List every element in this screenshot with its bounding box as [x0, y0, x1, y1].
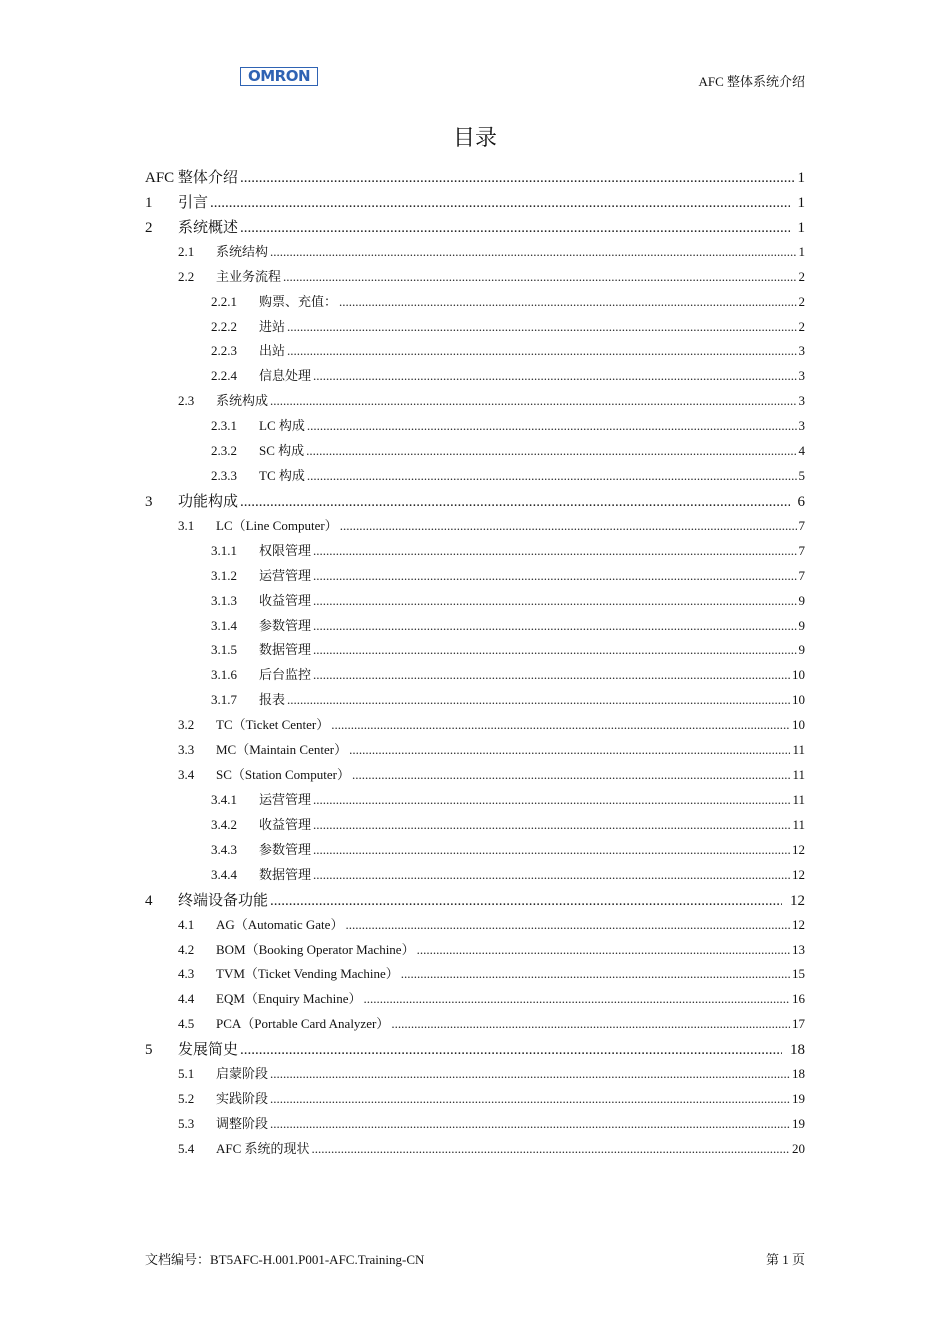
toc-entry[interactable] — [211, 639, 805, 658]
dot-leader — [283, 269, 796, 285]
toc-entry-number: 3.1.2 — [211, 567, 237, 583]
dot-leader — [313, 543, 796, 559]
toc-entry-page: 17 — [792, 1016, 805, 1032]
dot-leader — [417, 942, 790, 958]
toc-entry[interactable] — [145, 216, 805, 237]
toc-entry[interactable] — [211, 340, 805, 359]
toc-entry-label: 运营管理 — [259, 567, 312, 583]
toc-entry-label: 收益管理 — [259, 816, 312, 832]
dot-leader — [313, 867, 790, 883]
toc-entry-page: 18 — [792, 1066, 805, 1082]
toc-entry-number: 3.4.3 — [211, 841, 237, 857]
toc-entry-label: MC（Maintain Center） — [216, 742, 348, 758]
dot-leader — [270, 244, 796, 260]
toc-entry-label: 收益管理 — [259, 592, 312, 608]
toc-entry[interactable] — [211, 565, 805, 584]
toc-entry-label: AFC 系统的现状 — [216, 1140, 310, 1156]
toc-entry-label: 运营管理 — [259, 792, 312, 807]
toc-entry[interactable] — [178, 988, 805, 1007]
toc-entry-page: 3 — [798, 343, 805, 359]
toc-entry[interactable] — [178, 241, 805, 260]
toc-entry-label: BOM（Booking Operator Machine） — [216, 941, 415, 957]
dot-leader — [270, 893, 782, 910]
toc-entry-page: 3 — [798, 368, 805, 384]
toc-entry-number: 3.1.1 — [211, 542, 237, 558]
toc-entry-label: LC 构成 — [259, 418, 305, 434]
toc-entry[interactable] — [211, 689, 805, 708]
toc-entry[interactable] — [178, 1088, 805, 1107]
toc-entry[interactable] — [211, 814, 805, 833]
toc-entry[interactable] — [145, 889, 805, 910]
toc-entry-label: EQM（Enquiry Machine） — [216, 991, 362, 1007]
toc-entry[interactable] — [178, 914, 805, 933]
toc-entry-number: 2.2.1 — [211, 293, 237, 309]
dot-leader — [270, 393, 796, 409]
toc-entry-label: 启蒙阶段 — [216, 1066, 269, 1082]
toc-entry-page: 4 — [798, 443, 805, 459]
toc-entry-number: 2.3.3 — [211, 468, 237, 484]
toc-entry[interactable] — [211, 664, 805, 683]
dot-leader — [313, 593, 796, 609]
dot-leader — [312, 1141, 790, 1157]
toc-entry-page: 9 — [798, 642, 805, 658]
dot-leader — [307, 468, 797, 484]
toc-entry[interactable] — [211, 590, 805, 609]
toc-entry-label: 功能构成 — [178, 493, 239, 510]
toc-entry-number: 2.2.3 — [211, 343, 237, 359]
toc-entry[interactable] — [178, 266, 805, 285]
toc-entry-label: 数据管理 — [259, 866, 312, 882]
toc-entry-number: 3.1.6 — [211, 667, 237, 683]
toc-entry-number: 2.1 — [178, 243, 195, 259]
toc-entry-page: 2 — [798, 293, 805, 309]
dot-leader — [240, 220, 789, 237]
toc-entry[interactable] — [211, 540, 805, 559]
toc-entry-label: TC（Ticket Center） — [216, 717, 330, 733]
toc-entry-label: TC 构成 — [259, 468, 305, 484]
toc-entry-number: 3.1.4 — [211, 617, 237, 633]
toc-entry-page: 6 — [797, 493, 805, 510]
toc-entry-label: TVM（Ticket Vending Machine） — [216, 966, 399, 982]
toc-entry-number: 5.1 — [178, 1066, 195, 1082]
toc-entry[interactable] — [211, 316, 805, 335]
toc-entry-number: 1 — [145, 194, 153, 211]
toc-entry-page: 11 — [792, 816, 805, 832]
dot-leader — [210, 195, 789, 212]
toc-entry-page: 12 — [792, 841, 805, 857]
toc-entry-label: AFC 整体介绍 — [145, 170, 238, 186]
dot-leader — [313, 368, 796, 384]
toc-entry[interactable] — [178, 390, 805, 409]
dot-leader — [313, 642, 796, 658]
toc-entry-number: 4.4 — [178, 991, 195, 1007]
toc-entry-label: 终端设备功能 — [178, 892, 269, 909]
toc-entry-label: SC（Station Computer） — [216, 767, 350, 783]
toc-entry-number: 3.4.4 — [211, 866, 237, 882]
toc-entry[interactable] — [178, 1138, 805, 1157]
toc-entry-number: 3.3 — [178, 742, 195, 758]
toc-entry[interactable] — [211, 789, 805, 808]
toc-entry[interactable] — [211, 465, 805, 484]
page-number: 第 1 页 — [765, 1252, 805, 1267]
toc-entry-page: 7 — [798, 567, 805, 583]
toc-entry-page: 11 — [792, 792, 805, 807]
toc-entry[interactable] — [178, 939, 805, 958]
toc-entry[interactable] — [211, 415, 805, 434]
toc-entry-label: 信息处理 — [259, 368, 312, 384]
toc-entry-label: 出站 — [259, 343, 286, 359]
dot-leader — [391, 1016, 790, 1032]
dot-leader — [331, 717, 790, 733]
toc-entry-page: 15 — [792, 966, 805, 982]
toc-entry[interactable] — [145, 191, 805, 212]
toc-entry[interactable] — [178, 1013, 805, 1032]
toc-entry-page: 2 — [798, 268, 805, 284]
toc-entry-page: 2 — [798, 318, 805, 334]
toc-entry[interactable] — [211, 615, 805, 634]
dot-leader — [287, 692, 790, 708]
dot-leader — [364, 991, 790, 1007]
toc-entry-number: 4.2 — [178, 941, 195, 957]
toc-entry[interactable] — [178, 515, 805, 534]
toc-entry-number: 5.3 — [178, 1115, 195, 1131]
dot-leader — [313, 817, 790, 833]
toc-entry[interactable] — [211, 864, 805, 883]
toc-entry-page: 7 — [798, 517, 805, 533]
toc-entry-label: 系统构成 — [216, 393, 269, 409]
toc-entry-label: AG（Automatic Gate） — [216, 916, 344, 932]
toc-entry-page: 11 — [792, 767, 805, 783]
omron-logo — [240, 67, 318, 86]
toc-entry-label: 引言 — [178, 194, 209, 211]
toc-entry[interactable] — [178, 714, 805, 733]
dot-leader — [352, 767, 790, 783]
dot-leader — [345, 917, 790, 933]
toc-entry-number: 3.2 — [178, 717, 195, 733]
toc-entry[interactable] — [178, 739, 805, 758]
logo-text: OMRON — [247, 67, 311, 85]
toc-entry-label: 实践阶段 — [216, 1091, 269, 1107]
toc-entry-page: 12 — [792, 866, 805, 882]
toc-entry-label: 参数管理 — [259, 841, 312, 857]
toc-entry-number: 2.3.1 — [211, 418, 237, 434]
toc-entry-label: 后台监控 — [259, 667, 312, 683]
toc-entry-number: 3.1 — [178, 517, 195, 533]
header-title: AFC 整体系统介绍 — [698, 74, 805, 89]
toc-entry[interactable] — [178, 1113, 805, 1132]
toc-entry-number: 4.3 — [178, 966, 195, 982]
toc-entry-page: 5 — [798, 468, 805, 484]
toc-entry-number: 2.3.2 — [211, 443, 237, 459]
toc-entry-number: 3.4 — [178, 767, 195, 783]
toc-entry-page: 19 — [792, 1115, 805, 1131]
toc-entry-label: PCA（Portable Card Analyzer） — [216, 1016, 390, 1032]
dot-leader — [313, 667, 790, 683]
toc-entry[interactable] — [178, 1063, 805, 1082]
toc-entry-label: 数据管理 — [259, 642, 312, 658]
toc-entry[interactable] — [178, 764, 805, 783]
dot-leader — [313, 618, 796, 634]
toc-entry-page: 9 — [798, 617, 805, 633]
toc-entry-page: 1 — [797, 219, 805, 236]
toc-entry-number: 3 — [145, 493, 153, 510]
toc-entry-number: 3.1.5 — [211, 642, 237, 658]
toc-entry-label: 报表 — [259, 692, 286, 708]
dot-leader — [339, 294, 796, 310]
toc-entry-label: 调整阶段 — [216, 1115, 269, 1131]
dot-leader — [313, 568, 796, 584]
toc-entry-number: 2.2.2 — [211, 318, 237, 334]
dot-leader — [270, 1091, 790, 1107]
toc-entry-label: 系统概述 — [178, 219, 239, 236]
toc-entry-page: 7 — [798, 542, 805, 558]
toc-entry-label: LC（Line Computer） — [216, 517, 338, 533]
toc-entry-number: 3.4.2 — [211, 816, 237, 832]
toc-entry-number: 3.4.1 — [211, 792, 237, 807]
toc-entry-number: 4 — [145, 892, 153, 909]
toc-entry-page: 13 — [792, 941, 805, 957]
toc-entry[interactable] — [178, 963, 805, 982]
dot-leader — [287, 343, 796, 359]
dot-leader — [240, 170, 796, 187]
toc-entry[interactable] — [145, 166, 805, 187]
toc-entry-page: 10 — [792, 667, 805, 683]
toc-entry[interactable] — [211, 440, 805, 459]
toc-entry-page: 3 — [798, 393, 805, 409]
toc-entry-label: 购票、充值： — [259, 293, 338, 309]
toc-entry[interactable] — [211, 839, 805, 858]
toc-entry[interactable] — [145, 490, 805, 511]
dot-leader — [240, 494, 789, 511]
toc-entry-number: 5 — [145, 1042, 153, 1059]
toc-entry-page: 10 — [792, 692, 805, 708]
toc-entry-page: 16 — [792, 991, 805, 1007]
toc-entry-page: 1 — [798, 243, 805, 259]
toc-entry-page: 20 — [792, 1140, 805, 1156]
toc-entry-page: 3 — [798, 418, 805, 434]
toc-entry-number: 4.5 — [178, 1016, 195, 1032]
toc-entry-number: 3.1.3 — [211, 592, 237, 608]
toc-entry-number: 3.1.7 — [211, 692, 237, 708]
toc-entry-number: 5.2 — [178, 1091, 195, 1107]
toc-entry[interactable] — [211, 291, 805, 310]
toc-entry-label: SC 构成 — [259, 443, 305, 459]
toc-entry-label: 进站 — [259, 318, 286, 334]
toc-entry-page: 11 — [792, 742, 805, 758]
dot-leader — [401, 966, 790, 982]
toc-entry-number: 2.3 — [178, 393, 195, 409]
toc-entry-number: 2.2 — [178, 268, 195, 284]
toc-entry-number: 5.4 — [178, 1140, 195, 1156]
dot-leader — [307, 418, 797, 434]
dot-leader — [287, 319, 796, 335]
toc-entry-page: 9 — [798, 592, 805, 608]
toc-entry-page: 19 — [792, 1091, 805, 1107]
toc-entry-page: 10 — [792, 717, 805, 733]
dot-leader — [240, 1042, 782, 1059]
dot-leader — [313, 792, 790, 808]
toc-entry[interactable] — [145, 1038, 805, 1059]
document-number: 文档编号：BT5AFC-H.001.P001-AFC.Training-CN — [145, 1252, 425, 1267]
toc-entry-page: 12 — [792, 916, 805, 932]
toc-entry-number: 2 — [145, 219, 153, 236]
toc-entry-number: 4.1 — [178, 916, 195, 932]
toc-entry-page: 1 — [797, 194, 805, 211]
toc-entry[interactable] — [211, 365, 805, 384]
dot-leader — [340, 518, 797, 534]
dot-leader — [306, 443, 796, 459]
toc-entry-page: 12 — [790, 892, 805, 909]
toc-entry-label: 权限管理 — [259, 542, 312, 558]
dot-leader — [313, 842, 790, 858]
dot-leader — [270, 1116, 790, 1132]
toc-entry-number: 2.2.4 — [211, 368, 237, 384]
toc-entry-page: 1 — [797, 170, 805, 186]
toc-entry-label: 发展简史 — [178, 1042, 239, 1059]
toc-entry-label: 主业务流程 — [216, 268, 282, 284]
toc-entry-label: 系统结构 — [216, 243, 269, 259]
dot-leader — [349, 742, 790, 758]
toc-entry-label: 参数管理 — [259, 617, 312, 633]
dot-leader — [270, 1066, 790, 1082]
toc-entry-page: 18 — [790, 1042, 805, 1059]
toc-title: 目录 — [452, 126, 497, 151]
